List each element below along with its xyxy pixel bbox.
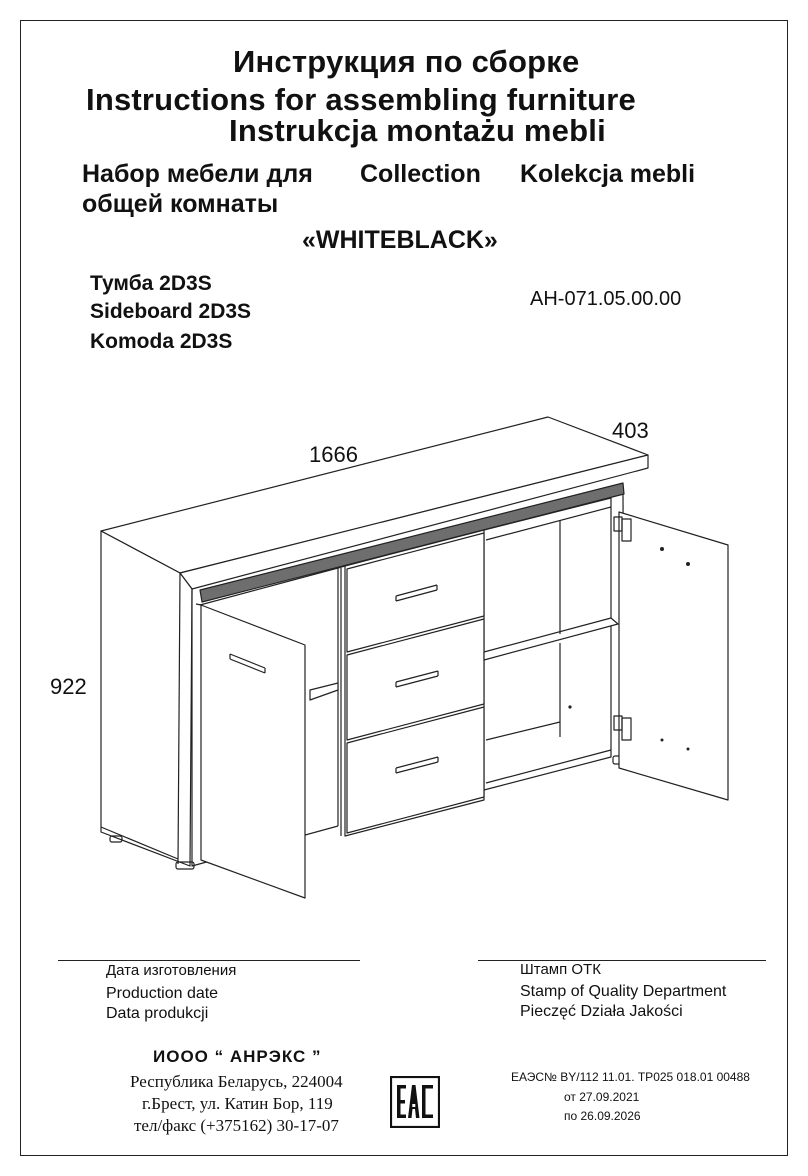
dimension-width: 1666 xyxy=(309,442,358,467)
eac-mark-icon xyxy=(390,1076,440,1128)
title-pl: Instrukcja montażu mebli xyxy=(229,113,606,148)
collection-ru-line2: общей комнаты xyxy=(82,190,279,218)
title-en: Instructions for assembling furniture xyxy=(86,82,636,117)
quality-stamp-ru: Штамп ОТК xyxy=(520,961,601,978)
manufacturer-address-street: г.Брест, ул. Катин Бор, 119 xyxy=(142,1094,333,1113)
collection-name: «WHITEBLACK» xyxy=(302,226,498,254)
production-date-line xyxy=(58,960,360,961)
product-name-ru: Тумба 2D3S xyxy=(90,272,212,295)
certificate-valid-to: по 26.09.2026 xyxy=(564,1109,641,1123)
product-code: AH-071.05.00.00 xyxy=(530,288,682,310)
title-ru: Инструкция по сборке xyxy=(233,44,580,79)
collection-ru-line1: Набор мебели для xyxy=(82,160,313,188)
quality-stamp-en: Stamp of Quality Department xyxy=(520,983,727,1000)
dimension-height: 922 xyxy=(50,674,87,699)
production-date-pl: Data produkcji xyxy=(106,1005,209,1022)
right-door xyxy=(619,512,728,800)
right-shelf xyxy=(484,618,618,660)
production-date-ru: Дата изготовления xyxy=(106,962,237,979)
dimension-depth: 403 xyxy=(612,418,649,443)
manufacturer-name: ИООО “ АНРЭКС ” xyxy=(153,1047,322,1066)
production-date-en: Production date xyxy=(106,985,219,1002)
certificate-number: ЕАЭС№ BY/112 11.01. ТР025 018.01 00488 xyxy=(511,1070,750,1084)
collection-pl: Kolekcja mebli xyxy=(520,160,696,188)
quality-stamp-pl: Pieczęć Działa Jakości xyxy=(520,1003,683,1020)
collection-en: Collection xyxy=(360,160,481,188)
product-name-pl: Komoda 2D3S xyxy=(90,330,233,353)
product-name-en: Sideboard 2D3S xyxy=(90,300,252,323)
left-door xyxy=(201,605,305,898)
certificate-valid-from: от 27.09.2021 xyxy=(564,1090,640,1104)
manufacturer-address-country: Республика Беларусь, 224004 xyxy=(130,1072,343,1091)
manufacturer-phone: тел/факс (+375162) 30-17-07 xyxy=(134,1116,339,1135)
